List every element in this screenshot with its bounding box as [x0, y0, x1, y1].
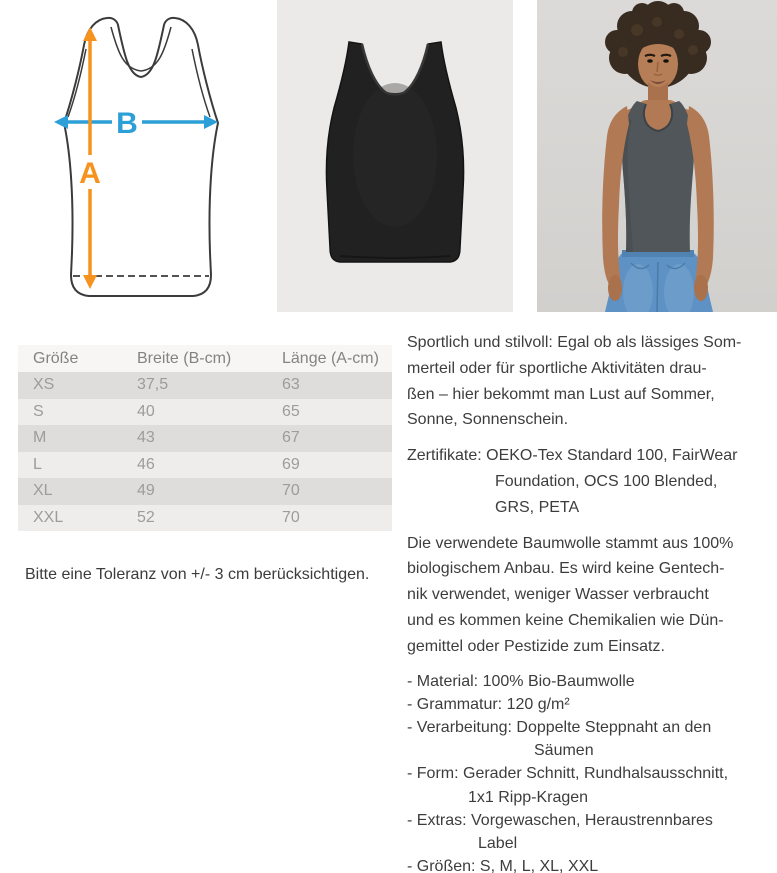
text-line: - Extras: Vorgewaschen, Heraustrennbares	[407, 811, 713, 829]
text-line: nik verwendet, weniger Wasser verbraucht	[407, 586, 709, 604]
text-line: GRS, PETA	[495, 498, 580, 516]
column-header-length: Länge (A-cm)	[282, 349, 379, 367]
text-line: Label	[478, 834, 518, 852]
cell-size: M	[33, 429, 47, 447]
cell-size: L	[33, 455, 42, 473]
product-description	[407, 330, 777, 873]
size-diagram-image	[20, 5, 240, 305]
text-line: Sonne, Sonnenschein.	[407, 411, 569, 429]
table-row-xxl	[18, 505, 392, 532]
cell-width: 49	[137, 482, 155, 500]
text-line: Die verwendete Baumwolle stammt aus 100%	[407, 534, 734, 552]
cell-length: 70	[282, 482, 300, 500]
table-row-m	[18, 425, 392, 452]
length-label-a: A	[79, 157, 101, 190]
cell-size: XXL	[33, 508, 64, 526]
column-header-width: Breite (B-cm)	[137, 349, 232, 367]
cell-width: 52	[137, 508, 155, 526]
width-label-b: B	[116, 107, 138, 140]
table-row-xl	[18, 478, 392, 505]
text-line: - Größen: S, M, L, XL, XXL	[407, 858, 599, 873]
cell-width: 46	[137, 455, 155, 473]
black-tank-top-image	[277, 0, 513, 312]
size-table-header-row	[18, 345, 392, 372]
column-header-size: Größe	[33, 349, 79, 367]
text-line: gemittel oder Pestizide zum Einsatz.	[407, 637, 665, 655]
cell-length: 67	[282, 429, 300, 447]
text-line: 1x1 Ripp-Kragen	[468, 788, 589, 806]
cell-length: 63	[282, 376, 300, 394]
description-paragraph-certificates	[407, 443, 777, 520]
text-line: Foundation, OCS 100 Blended,	[495, 472, 718, 490]
cell-width: 43	[137, 429, 155, 447]
text-line: - Verarbeitung: Doppelte Steppnaht an den	[407, 718, 712, 736]
table-row-l	[18, 452, 392, 479]
text-line: merteil oder für sportliche Aktivitäten drau-	[407, 359, 707, 377]
table-row-s	[18, 399, 392, 426]
text-line: - Grammatur: 120 g/m²	[407, 695, 570, 713]
text-line: und es kommen keine Chemikalien wie Dün-	[407, 611, 724, 629]
cell-size: S	[33, 402, 44, 420]
size-diagram-svg	[20, 5, 240, 305]
cell-width: 40	[137, 402, 155, 420]
cell-length: 69	[282, 455, 300, 473]
text-line: Zertifikate: OEKO-Tex Standard 100, FairWear	[407, 447, 738, 465]
cell-size: XS	[33, 376, 55, 394]
product-photo	[277, 0, 513, 312]
description-paragraph-cotton	[407, 531, 777, 660]
tolerance-note: Bitte eine Toleranz von +/- 3 cm berücksichtigen.	[25, 566, 370, 583]
cell-width: 37,5	[137, 376, 169, 394]
text-line: - Form: Gerader Schnitt, Rundhalsausschnitt,	[407, 765, 729, 783]
text-line: - Material: 100% Bio-Baumwolle	[407, 672, 635, 690]
text-line: Säumen	[534, 742, 594, 760]
text-line: ßen – hier bekommt man Lust auf Sommer,	[407, 385, 715, 403]
description-feature-list	[407, 670, 777, 873]
model-photo	[537, 0, 777, 312]
text-line: biologischem Anbau. Es wird keine Gentech-	[407, 560, 725, 578]
text-line: Sportlich und stilvoll: Egal ob als lässiges Som-	[407, 334, 742, 351]
size-table	[18, 345, 392, 531]
cell-length: 70	[282, 508, 300, 526]
cell-length: 65	[282, 402, 300, 420]
model-wearing-tank-top-image	[537, 0, 777, 312]
table-row-xs	[18, 372, 392, 399]
cell-size: XL	[33, 482, 53, 500]
description-paragraph-intro	[407, 330, 777, 433]
